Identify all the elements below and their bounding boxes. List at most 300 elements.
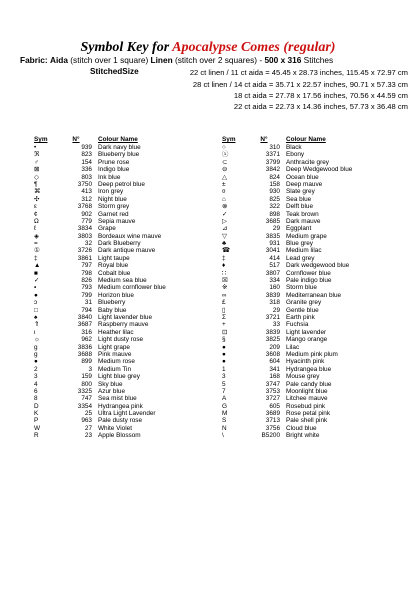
row-symbol: 7 bbox=[222, 387, 226, 395]
fabric-aida: Aida bbox=[49, 55, 68, 65]
row-number: 3756 bbox=[265, 424, 280, 432]
table-row bbox=[34, 159, 228, 166]
row-symbol: g bbox=[34, 343, 38, 351]
table-row bbox=[34, 344, 228, 351]
table-row bbox=[34, 358, 228, 365]
row-number: 413 bbox=[81, 188, 92, 196]
row-symbol: ι bbox=[34, 328, 36, 336]
table-row bbox=[34, 366, 228, 373]
table-row bbox=[34, 425, 228, 432]
row-number: 3753 bbox=[265, 387, 280, 395]
table-row bbox=[222, 299, 416, 306]
table-row bbox=[222, 329, 416, 336]
row-number: 3861 bbox=[77, 254, 92, 262]
row-symbol: ∷ bbox=[222, 269, 227, 277]
row-colour-name: Indigo blue bbox=[98, 166, 130, 174]
row-number: 898 bbox=[269, 210, 280, 218]
row-number: 3834 bbox=[77, 225, 92, 233]
row-number: 3842 bbox=[265, 166, 280, 174]
row-number: 3688 bbox=[77, 350, 92, 358]
row-colour-name: Dark mauve bbox=[286, 217, 321, 225]
row-colour-name: Light dusty rose bbox=[98, 336, 144, 344]
row-number: 32 bbox=[84, 240, 92, 248]
size-line-2: 28 ct linen / 14 ct aida = 35.71 x 22.57 inches, 90.71 x 57.33 cm bbox=[192, 80, 408, 89]
table-row bbox=[34, 381, 228, 388]
row-symbol: + bbox=[222, 321, 226, 329]
row-number: 963 bbox=[81, 417, 92, 425]
row-number: 3041 bbox=[265, 247, 280, 255]
row-number: 902 bbox=[81, 210, 92, 218]
row-colour-name: Garnet red bbox=[98, 210, 129, 218]
row-symbol: 3 bbox=[222, 373, 226, 381]
row-number: 310 bbox=[269, 144, 280, 151]
row-colour-name: Mango orange bbox=[286, 336, 328, 344]
row-colour-name: Ocean blue bbox=[286, 173, 319, 181]
row-symbol: ⇑ bbox=[34, 321, 40, 329]
row-symbol: ▯ bbox=[222, 306, 226, 314]
table-row bbox=[222, 284, 416, 291]
row-colour-name: Pale candy blue bbox=[286, 380, 332, 388]
row-number: 23 bbox=[84, 432, 92, 440]
row-number: 3839 bbox=[265, 328, 280, 336]
row-colour-name: Raspberry mauve bbox=[98, 321, 149, 329]
row-number: 3 bbox=[88, 365, 92, 373]
table-row bbox=[34, 403, 228, 410]
row-colour-name: Storm blue bbox=[286, 284, 317, 292]
table-row bbox=[222, 373, 416, 380]
row-symbol: ⊖ bbox=[222, 166, 228, 174]
stitched-size-label: StitchedSize bbox=[90, 67, 139, 76]
table-row bbox=[34, 417, 228, 424]
header-num: N° bbox=[72, 136, 80, 143]
row-number: 154 bbox=[81, 158, 92, 166]
table-row bbox=[222, 432, 416, 439]
row-symbol: ▷ bbox=[222, 217, 227, 225]
fabric-linen: Linen bbox=[150, 55, 173, 65]
row-number: 962 bbox=[81, 336, 92, 344]
row-number: 3354 bbox=[77, 402, 92, 410]
row-symbol: ♣ bbox=[222, 240, 227, 248]
row-symbol: Ω bbox=[34, 217, 39, 225]
header-name: Colour Name bbox=[286, 136, 326, 143]
row-colour-name: Gentle blue bbox=[286, 306, 319, 314]
row-colour-name: Pale indigo blue bbox=[286, 277, 332, 285]
fabric-linen-note: (stitch over 2 squares) - bbox=[174, 55, 263, 65]
row-colour-name: Medium rose bbox=[98, 358, 135, 366]
table-row bbox=[222, 344, 416, 351]
table-row bbox=[222, 277, 416, 284]
row-symbol: ● bbox=[34, 291, 38, 299]
fabric-aida-note: (stitch over 1 square) bbox=[70, 55, 149, 65]
row-number: 3689 bbox=[265, 410, 280, 418]
table-row bbox=[222, 292, 416, 299]
row-number: 3747 bbox=[265, 380, 280, 388]
row-colour-name: Deep mauve bbox=[286, 180, 323, 188]
row-colour-name: Earth pink bbox=[286, 313, 315, 321]
key-table-left bbox=[34, 136, 228, 440]
table-row bbox=[34, 166, 228, 173]
table-row bbox=[34, 329, 228, 336]
row-number: 336 bbox=[81, 166, 92, 174]
row-number: 823 bbox=[81, 151, 92, 159]
row-colour-name: Hydrangea blue bbox=[286, 365, 332, 373]
table-row bbox=[222, 211, 416, 218]
table-row bbox=[34, 174, 228, 181]
row-number: 316 bbox=[81, 328, 92, 336]
row-colour-name: Heather lilac bbox=[98, 328, 134, 336]
table-row bbox=[34, 321, 228, 328]
row-number: 931 bbox=[269, 240, 280, 248]
row-colour-name: Sky blue bbox=[98, 380, 123, 388]
table-row bbox=[222, 151, 416, 158]
row-symbol: ◈ bbox=[34, 232, 39, 240]
table-row bbox=[34, 336, 228, 343]
row-symbol: ■ bbox=[34, 269, 38, 277]
row-colour-name: Pink mauve bbox=[98, 350, 132, 358]
table-row bbox=[34, 144, 228, 151]
table-header bbox=[34, 136, 228, 144]
row-colour-name: Sea blue bbox=[286, 195, 312, 203]
row-symbol: D bbox=[34, 402, 39, 410]
row-symbol: ✣ bbox=[34, 195, 40, 203]
row-symbol: ‡ bbox=[222, 254, 226, 262]
row-colour-name: Bright white bbox=[286, 432, 320, 440]
row-symbol: ♂ bbox=[34, 158, 39, 166]
row-number: 3727 bbox=[265, 395, 280, 403]
table-row bbox=[222, 181, 416, 188]
row-symbol: \ bbox=[222, 432, 224, 440]
table-row bbox=[222, 203, 416, 210]
row-colour-name: Slate grey bbox=[286, 188, 315, 196]
table-row bbox=[34, 395, 228, 402]
row-number: 517 bbox=[269, 262, 280, 270]
row-symbol: ¶ bbox=[34, 180, 38, 188]
row-symbol: ⌘ bbox=[34, 188, 41, 196]
row-symbol: W bbox=[34, 424, 41, 432]
row-colour-name: Blue grey bbox=[286, 240, 313, 248]
row-symbol: ± bbox=[222, 180, 226, 188]
row-symbol: ⌂ bbox=[222, 195, 226, 203]
header-name: Colour Name bbox=[98, 136, 138, 143]
row-colour-name: Ink blue bbox=[98, 173, 121, 181]
table-row bbox=[222, 188, 416, 195]
row-symbol: ✓ bbox=[34, 277, 40, 285]
row-number: 3750 bbox=[77, 180, 92, 188]
row-number: 31 bbox=[84, 299, 92, 307]
table-row bbox=[34, 388, 228, 395]
table-row bbox=[222, 395, 416, 402]
table-row bbox=[34, 351, 228, 358]
row-symbol: 8 bbox=[34, 395, 38, 403]
row-number: 3726 bbox=[77, 247, 92, 255]
row-number: 793 bbox=[81, 284, 92, 292]
row-colour-name: Grape bbox=[98, 225, 116, 233]
table-row bbox=[222, 233, 416, 240]
table-row bbox=[34, 432, 228, 439]
row-symbol: ⊿ bbox=[222, 225, 228, 233]
table-row bbox=[222, 336, 416, 343]
row-symbol: ● bbox=[222, 358, 226, 366]
row-colour-name: Lilac bbox=[286, 343, 300, 351]
table-row bbox=[34, 211, 228, 218]
table-row bbox=[222, 388, 416, 395]
table-row bbox=[34, 410, 228, 417]
row-colour-name: Light taupe bbox=[98, 254, 130, 262]
row-colour-name: Medium pink plum bbox=[286, 350, 338, 358]
row-number: 209 bbox=[269, 343, 280, 351]
row-colour-name: Litchee mauve bbox=[286, 395, 328, 403]
row-colour-name: Medium sea blue bbox=[98, 277, 147, 285]
table-row bbox=[34, 181, 228, 188]
table-row bbox=[222, 314, 416, 321]
row-symbol: ♠ bbox=[34, 313, 38, 321]
row-number: 826 bbox=[81, 277, 92, 285]
row-symbol: ● bbox=[34, 358, 38, 366]
size-line-1: 22 ct linen / 11 ct aida = 45.45 x 28.73 inches, 115.45 x 72.97 cm bbox=[189, 68, 408, 77]
row-number: 318 bbox=[269, 299, 280, 307]
table-row bbox=[34, 270, 228, 277]
size-line-4: 22 ct aida = 22.73 x 14.36 inches, 57.73 x 36.48 cm bbox=[233, 102, 408, 111]
row-colour-name: Black bbox=[286, 144, 302, 151]
row-symbol: 6 bbox=[34, 387, 38, 395]
row-symbol: ⊠ bbox=[34, 166, 40, 174]
table-row bbox=[222, 159, 416, 166]
row-colour-name: Granite grey bbox=[286, 299, 322, 307]
row-colour-name: Rosebud pink bbox=[286, 402, 326, 410]
row-symbol: £ bbox=[222, 299, 226, 307]
table-row bbox=[222, 403, 416, 410]
row-symbol: § bbox=[222, 336, 226, 344]
table-row bbox=[222, 225, 416, 232]
row-number: 798 bbox=[81, 269, 92, 277]
row-symbol: ⊡ bbox=[222, 328, 228, 336]
table-row bbox=[222, 166, 416, 173]
row-number: 899 bbox=[81, 358, 92, 366]
row-colour-name: Ultra Light Lavender bbox=[98, 410, 156, 418]
row-colour-name: Hydrangea pink bbox=[98, 402, 143, 410]
size-line-3: 18 ct aida = 27.78 x 17.56 inches, 70.56 x 44.59 cm bbox=[233, 91, 408, 100]
row-colour-name: Blueberry bbox=[98, 299, 126, 307]
row-colour-name: Light lavender blue bbox=[98, 313, 153, 321]
row-colour-name: Rose petal pink bbox=[286, 410, 331, 418]
row-symbol: ☒ bbox=[222, 277, 228, 285]
row-number: 160 bbox=[269, 284, 280, 292]
stitch-count-label: Stitches bbox=[303, 55, 334, 65]
row-colour-name: Bordeaux wine mauve bbox=[98, 232, 162, 240]
row-colour-name: Royal blue bbox=[98, 262, 129, 270]
row-number: 3713 bbox=[265, 417, 280, 425]
row-colour-name: Prune rose bbox=[98, 158, 130, 166]
row-colour-name: Dark Blueberry bbox=[98, 240, 141, 248]
row-symbol: S bbox=[222, 417, 227, 425]
row-symbol: ℓ bbox=[34, 225, 37, 233]
row-symbol: M bbox=[222, 410, 228, 418]
row-number: 794 bbox=[81, 306, 92, 314]
pattern-name: Apocalypse Comes (regular) bbox=[172, 40, 336, 55]
row-symbol: ☎ bbox=[222, 247, 230, 255]
row-colour-name: Iron grey bbox=[98, 188, 124, 196]
row-colour-name: Storm grey bbox=[98, 203, 130, 211]
row-colour-name: Moonlight blue bbox=[286, 387, 328, 395]
table-row bbox=[222, 410, 416, 417]
table-row bbox=[222, 425, 416, 432]
row-number: 604 bbox=[269, 358, 280, 366]
row-number: 3836 bbox=[77, 343, 92, 351]
row-symbol: ♦ bbox=[222, 262, 226, 270]
row-symbol: 4 bbox=[34, 380, 38, 388]
row-symbol: ☼ bbox=[34, 336, 40, 344]
table-row bbox=[34, 196, 228, 203]
table-row bbox=[222, 321, 416, 328]
row-symbol: △ bbox=[222, 173, 227, 181]
fabric-line bbox=[20, 55, 333, 65]
row-symbol: ◇ bbox=[34, 173, 39, 181]
row-symbol: ● bbox=[222, 350, 226, 358]
row-colour-name: Mouse grey bbox=[286, 373, 320, 381]
row-number: 939 bbox=[81, 144, 92, 151]
row-colour-name: Light blue grey bbox=[98, 373, 140, 381]
row-colour-name: Cloud blue bbox=[286, 424, 317, 432]
row-symbol: ∞ bbox=[222, 291, 227, 299]
row-colour-name: Deep Wedgewood blue bbox=[286, 166, 353, 174]
row-number: 3608 bbox=[265, 350, 280, 358]
row-number: 33 bbox=[272, 321, 280, 329]
row-symbol: R bbox=[34, 432, 39, 440]
table-row bbox=[34, 233, 228, 240]
row-colour-name: White Violet bbox=[98, 424, 132, 432]
row-number: 29 bbox=[272, 306, 280, 314]
header-num: N° bbox=[260, 136, 268, 143]
row-symbol: 1 bbox=[222, 365, 226, 373]
header-sym: Sym bbox=[222, 136, 236, 143]
stitch-count: 500 x 316 bbox=[264, 55, 302, 65]
row-number: 168 bbox=[269, 373, 280, 381]
row-symbol: ⊗ bbox=[222, 203, 228, 211]
row-number: 3685 bbox=[265, 217, 280, 225]
table-row bbox=[222, 366, 416, 373]
row-symbol: G bbox=[222, 402, 227, 410]
row-number: 25 bbox=[84, 410, 92, 418]
row-colour-name: Azur blue bbox=[98, 387, 125, 395]
row-number: 747 bbox=[81, 395, 92, 403]
row-colour-name: Medium Tin bbox=[98, 365, 132, 373]
row-symbol: ① bbox=[34, 247, 40, 255]
row-number: 779 bbox=[81, 217, 92, 225]
table-row bbox=[34, 188, 228, 195]
table-row bbox=[34, 255, 228, 262]
row-colour-name: Sea mist blue bbox=[98, 395, 137, 403]
table-row bbox=[34, 225, 228, 232]
row-number: 414 bbox=[269, 254, 280, 262]
table-row bbox=[34, 218, 228, 225]
row-symbol: ▽ bbox=[222, 232, 227, 240]
row-number: 3835 bbox=[265, 232, 280, 240]
table-row bbox=[34, 247, 228, 254]
row-number: 3825 bbox=[265, 336, 280, 344]
row-colour-name: Dark wedgewood blue bbox=[286, 262, 350, 270]
table-row bbox=[222, 381, 416, 388]
row-colour-name: Light grape bbox=[98, 343, 130, 351]
row-colour-name: Medium cornflower blue bbox=[98, 284, 166, 292]
row-colour-name: Cornflower blue bbox=[286, 269, 331, 277]
row-colour-name: Hyacinth pink bbox=[286, 358, 325, 366]
table-row bbox=[222, 270, 416, 277]
row-symbol: ▲ bbox=[34, 262, 41, 270]
row-number: 605 bbox=[269, 402, 280, 410]
table-row bbox=[34, 240, 228, 247]
row-symbol: ℜ bbox=[34, 151, 40, 159]
table-row bbox=[222, 351, 416, 358]
row-symbol: ● bbox=[222, 343, 226, 351]
row-number: 3371 bbox=[265, 151, 280, 159]
row-symbol: ¢ bbox=[34, 210, 38, 218]
row-symbol: K bbox=[34, 410, 39, 418]
row-number: 800 bbox=[81, 380, 92, 388]
row-number: B5200 bbox=[261, 432, 280, 440]
row-colour-name: Cobalt blue bbox=[98, 269, 131, 277]
row-colour-name: Dark navy blue bbox=[98, 144, 141, 151]
row-colour-name: Medium grape bbox=[286, 232, 327, 240]
row-colour-name: Apple Blossom bbox=[98, 432, 141, 440]
row-number: 824 bbox=[269, 173, 280, 181]
row-number: 799 bbox=[81, 291, 92, 299]
row-symbol: ✓ bbox=[222, 210, 228, 218]
row-colour-name: Medium lilac bbox=[286, 247, 322, 255]
row-symbol: ε bbox=[34, 203, 37, 211]
row-symbol: P bbox=[34, 417, 39, 425]
row-number: 797 bbox=[81, 262, 92, 270]
row-symbol: A bbox=[222, 395, 227, 403]
table-row bbox=[34, 203, 228, 210]
row-colour-name: Pale shell pink bbox=[286, 417, 328, 425]
row-symbol: g bbox=[34, 350, 38, 358]
table-row bbox=[222, 240, 416, 247]
row-number: 3799 bbox=[265, 158, 280, 166]
row-colour-name: Deep petrol blue bbox=[98, 180, 145, 188]
row-colour-name: Blueberry blue bbox=[98, 151, 140, 159]
page-title bbox=[0, 40, 416, 56]
row-number: 158 bbox=[269, 180, 280, 188]
fabric-label: Fabric: bbox=[20, 55, 48, 65]
row-number: 3807 bbox=[265, 269, 280, 277]
row-colour-name: Night blue bbox=[98, 195, 127, 203]
row-symbol: 2 bbox=[34, 365, 38, 373]
row-number: 312 bbox=[81, 195, 92, 203]
row-number: 3803 bbox=[77, 232, 92, 240]
row-number: 159 bbox=[81, 373, 92, 381]
row-symbol: ○ bbox=[222, 144, 226, 151]
row-symbol: ▪ bbox=[34, 284, 37, 292]
table-row bbox=[34, 314, 228, 321]
row-colour-name: Delft blue bbox=[286, 203, 313, 211]
row-symbol: ⓧ bbox=[222, 151, 229, 159]
row-colour-name: Teak brown bbox=[286, 210, 319, 218]
row-colour-name: Light lavender bbox=[286, 328, 327, 336]
header-sym: Sym bbox=[34, 136, 48, 143]
row-number: 27 bbox=[84, 424, 92, 432]
table-row bbox=[222, 218, 416, 225]
row-number: 3721 bbox=[265, 313, 280, 321]
row-colour-name: Pale dusty rose bbox=[98, 417, 143, 425]
row-number: 3840 bbox=[77, 313, 92, 321]
table-row bbox=[222, 247, 416, 254]
row-number: 803 bbox=[81, 173, 92, 181]
row-colour-name: Fuchsia bbox=[286, 321, 309, 329]
row-symbol: Σ bbox=[222, 313, 226, 321]
row-number: 3687 bbox=[77, 321, 92, 329]
row-symbol: ¤ bbox=[222, 188, 226, 196]
row-colour-name: Anthracite grey bbox=[286, 158, 329, 166]
